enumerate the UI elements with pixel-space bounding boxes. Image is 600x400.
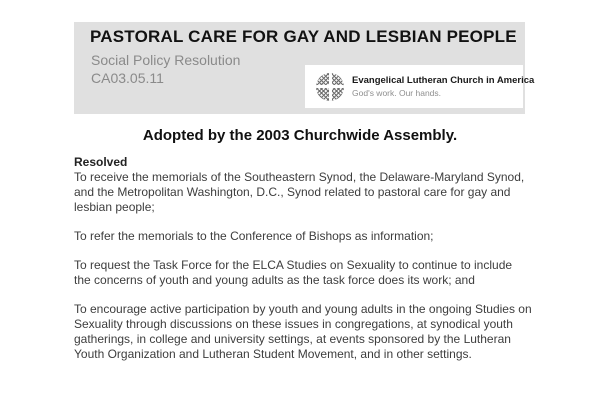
document-title: PASTORAL CARE FOR GAY AND LESBIAN PEOPLE <box>90 27 517 46</box>
logo-text <box>352 75 534 98</box>
elca-logo-box <box>305 65 535 108</box>
elca-cross-emblem-icon <box>316 73 344 101</box>
resolution-paragraph-1: To receive the memorials of the Southeastern Synod, the Delaware-Maryland Synod, and the Metropolitan Washington, D.C., Synod related to pastoral care for gay and lesbian people; <box>74 170 525 214</box>
resolution-paragraph-4: To encourage active participation by youth and young adults in the ongoing Studies on Sexuality through discussions on these issues in congregations, at synodical youth gatherings, in college and university settings, at events sponsored by the Lutheran Youth Organization and Lutheran Student Movement, and in other settings. <box>74 302 532 361</box>
org-tagline: God's work. Our hands. <box>352 88 442 98</box>
resolution-paragraph-3: To request the Task Force for the ELCA Studies on Sexuality to continue to include the concerns of youth and young adults as the task force does its work; and <box>74 258 513 287</box>
document-header <box>74 22 535 114</box>
adopted-heading: Adopted by the 2003 Churchwide Assembly. <box>142 127 458 144</box>
resolution-body <box>74 155 532 362</box>
resolved-label: Resolved <box>74 155 128 169</box>
org-name: Evangelical Lutheran Church in America <box>352 75 535 86</box>
document-number: CA03.05.11 <box>91 70 164 86</box>
resolution-paragraph-2: To refer the memorials to the Conference of Bishops as information; <box>74 229 434 243</box>
document-subtitle: Social Policy Resolution <box>91 52 241 68</box>
